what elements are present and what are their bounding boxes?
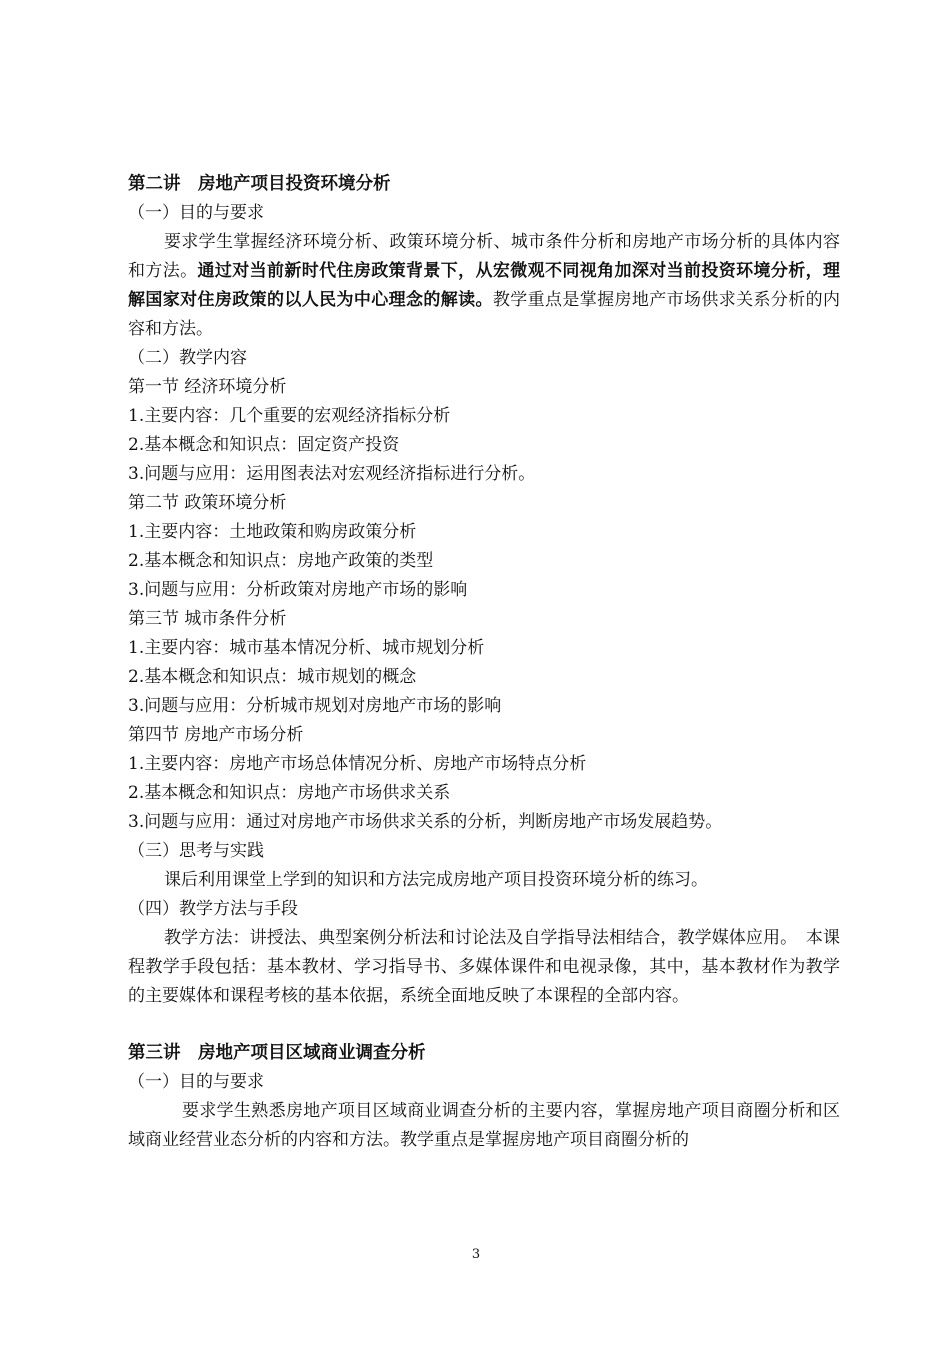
section-item: 3.问题与应用：通过对房地产市场供求关系的分析，判断房地产市场发展趋势。 bbox=[128, 812, 723, 832]
section-item: 1.主要内容：城市基本情况分析、城市规划分析 bbox=[128, 638, 485, 658]
lecture3-section1-paragraph: 要求学生熟悉房地产项目区域商业调查分析的主要内容，掌握房地产项目商圈分析和区域商业经营业态分析的内容和方法。教学重点是掌握房地产项目商圈分析的 bbox=[128, 1101, 840, 1150]
section-item: 2.基本概念和知识点：房地产政策的类型 bbox=[128, 551, 434, 571]
section-title: 第三节 城市条件分析 bbox=[128, 609, 287, 629]
lecture2-section4-paragraph: 教学方法：讲授法、典型案例分析法和讨论法及自学指导法相结合，教学媒体应用。 本课程教学手段包括：基本教材、学习指导书、多媒体课件和电视录像，其中，基本教材作为教学的主要媒体和课程考核的基本依据，系统全面地反映了本课程的全部内容。 bbox=[128, 928, 840, 1006]
section-item: 3.问题与应用：分析城市规划对房地产市场的影响 bbox=[128, 696, 502, 716]
lecture2-section3-heading: （三）思考与实践 bbox=[128, 841, 264, 861]
section-item: 2.基本概念和知识点：固定资产投资 bbox=[128, 435, 400, 455]
paragraph-text: 要求学生掌握经济环境分析、政策环境分析、城市条件分析和房地产市场分析的具体内容和方法。 bbox=[128, 232, 840, 281]
lecture2-title: 第二讲 房地产项目投资环境分析 bbox=[128, 174, 391, 194]
section-spacer bbox=[128, 1011, 840, 1039]
lecture2-section3-paragraph: 课后利用课堂上学到的知识和方法完成房地产项目投资环境分析的练习。 bbox=[164, 870, 708, 890]
paragraph-bold-text: 通过对当前新时代住房政策背景下，从宏微观不同视角加深对当前投资环境分析，理解国家对住房政策的以人民为中心理念的解读。 bbox=[128, 261, 840, 310]
section-item: 2.基本概念和知识点：城市规划的概念 bbox=[128, 667, 417, 687]
section-title: 第二节 政策环境分析 bbox=[128, 493, 287, 513]
lecture2-section1-paragraph bbox=[128, 228, 840, 344]
page-content bbox=[128, 170, 840, 1155]
page-number: 3 bbox=[471, 1247, 481, 1262]
section-item: 3.问题与应用：分析政策对房地产市场的影响 bbox=[128, 580, 468, 600]
lecture2-section2-heading: （二）教学内容 bbox=[128, 348, 247, 368]
section-item: 1.主要内容：几个重要的宏观经济指标分析 bbox=[128, 406, 451, 426]
section-title: 第一节 经济环境分析 bbox=[128, 377, 287, 397]
section-item: 3.问题与应用：运用图表法对宏观经济指标进行分析。 bbox=[128, 464, 536, 484]
lecture3-section1-heading: （一）目的与要求 bbox=[128, 1072, 264, 1092]
paragraph-text-end: 教学重点是掌握房地产市场供求关系分析的内容和方法。 bbox=[128, 290, 840, 339]
lecture2-section1-heading: （一）目的与要求 bbox=[128, 203, 264, 223]
section-item: 1.主要内容：房地产市场总体情况分析、房地产市场特点分析 bbox=[128, 754, 587, 774]
section-item: 2.基本概念和知识点：房地产市场供求关系 bbox=[128, 783, 451, 803]
section-title: 第四节 房地产市场分析 bbox=[128, 725, 304, 745]
section-item: 1.主要内容：土地政策和购房政策分析 bbox=[128, 522, 417, 542]
lecture2-section4-heading: （四）教学方法与手段 bbox=[128, 899, 298, 919]
lecture3-title: 第三讲 房地产项目区域商业调查分析 bbox=[128, 1043, 426, 1063]
